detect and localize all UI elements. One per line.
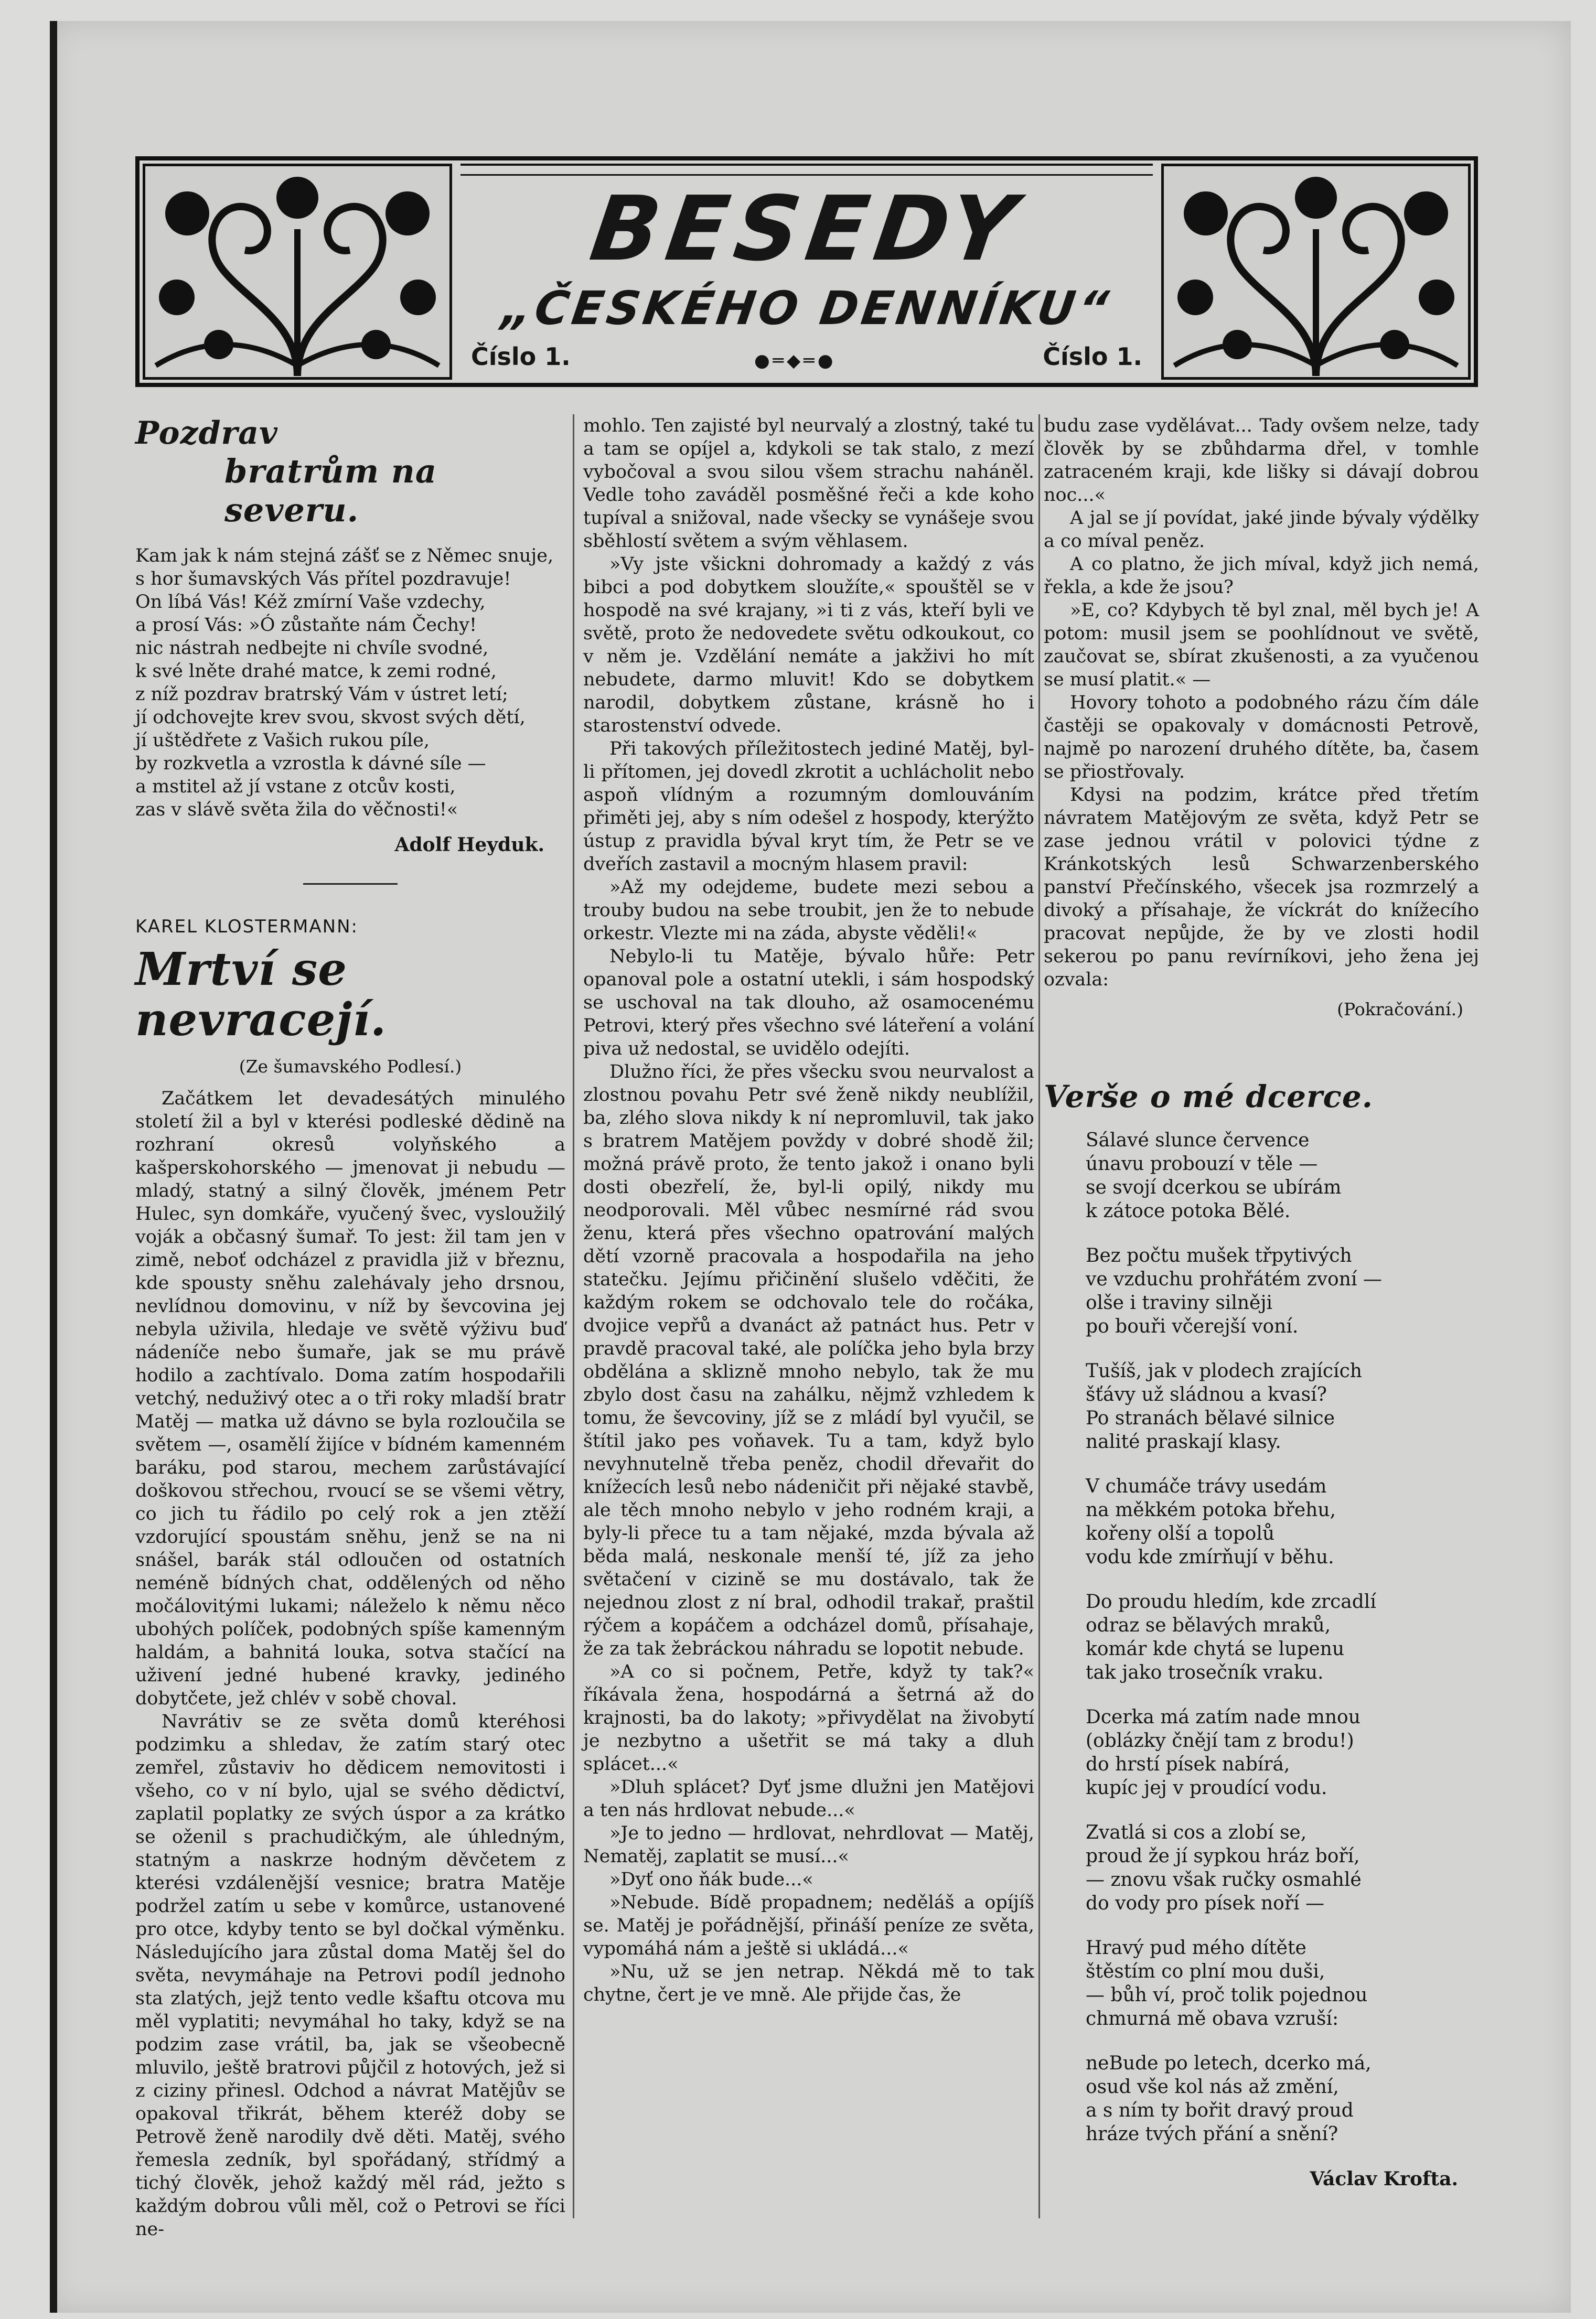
story-paragraph: »A co si počnem, Petře, když ty tak?« říkávala žena, hospodárná a šetrná až do krajnosti, ba do lakoty; »přivydělat na živobytí je nezbytno a ušetřit se má taky a dluh splácet...«	[583, 1661, 1034, 1775]
story-paragraph: »Dluh splácet? Dyť jsme dlužni jen Matějovi a ten nás hrdlovat nebude...«	[583, 1777, 1034, 1821]
verse-line: na měkkém potoka břehu,	[1086, 1499, 1336, 1521]
verse-stanza	[1086, 2052, 1479, 2146]
verse-line: k zátoce potoka Bělé.	[1086, 1200, 1291, 1222]
poem-line: a prosí Vás: »Ó zůstaňte nám Čechy!	[135, 615, 477, 636]
masthead-rule	[460, 164, 1153, 176]
verse-line: proud že jí sypkou hráz boří,	[1086, 1845, 1360, 1867]
verse-line: Do proudu hledím, kde zrcadlí	[1086, 1591, 1376, 1613]
story-paragraph: Dlužno říci, že přes všecku svou neurvalost a zlostnou povahu Petr své ženě nikdy neublížil, ba, zlého slova nikdy k ní nepromluvil, tak jako s bratrem Matějem povždy v dobré shodě žil; možná právě proto, že tento jakož i onano byli dosti obezřelí, že, byl-li opilý, nikdy mu neodporovali. Měl vůbec nesmírné rád svou ženu, která přes všechno opatrování malých dětí vzorně pracovala a hospodařila na jeho statečku. Jejímu přičinění slušelo vděčiti, že každým rokem se odchovalo tele do ročáka, dvojice vepřů a dvanáct až patnáct hus. Petr v pravdě pracoval také, ale políčka jeho byla brzy obdělána a sklizně mnoho nebylo, tak že mu zbylo dost času na zahálku, nějmž vzhledem k tomu, že ševcoviny, jíž se z mládí byl vyučil, se štítil jako pes voňavek. Tu a tam, když bylo nevyhnutelně třeba peněz, chodil dřevařit do knížecích lesů nebo nádeničit při nějaké stavbě, ale těch mnoho nebylo v jeho rodném kraji, a byly-li přece tu a tam nějaké, mzda bývala až běda malá, neskonale menší té, jíž za jeho světačení v cizině se mu dostávalo, tak že nejednou zlost z ní bral, odhodil trakař, praštil rýčem a kopáčem a odcházel domů, přísahaje, že za tak žebráckou náhradu se lopotit nebude.	[583, 1061, 1034, 1659]
story-paragraph: »Dyť ono ňák bude...«	[609, 1869, 813, 1890]
poem-line: s hor šumavských Vás přítel pozdravuje!	[135, 568, 511, 589]
column-3	[1044, 414, 1479, 2191]
verse-title: Verše o mé dcerce.	[1044, 1079, 1373, 1114]
column-2	[583, 414, 1034, 2006]
masthead-center	[460, 164, 1153, 380]
verse-stanza	[1086, 1129, 1479, 1223]
verse-line: Po stranách bělavé silnice	[1086, 1408, 1335, 1429]
story-paragraph: »Až my odejdeme, budete mezi sebou a trouby budou na sebe troubit, jen že to nebude orkestr. Vlezte mi na záda, abyste věděli!«	[583, 877, 1034, 944]
verse-line: Zvatlá si cos a zlobí se,	[1086, 1822, 1307, 1843]
section-divider	[303, 883, 398, 885]
verse-line: odraz se bělavých mraků,	[1086, 1615, 1331, 1636]
verse-line: do hrstí písek nabírá,	[1086, 1754, 1290, 1775]
greeting-heading-line2: bratrům na severu.	[224, 452, 437, 529]
verse-stanza	[1086, 1475, 1479, 1569]
poem-line: a mstitel až jí vstane z otcův kosti,	[135, 776, 456, 797]
verse-signature: Václav Krofta.	[1310, 2168, 1458, 2190]
poem-line: zas v slávě světa žila do věčnosti!«	[135, 799, 458, 820]
poem-line: z níž pozdrav bratrský Vám v ústret letí;	[135, 684, 508, 705]
poem-line: On líbá Vás! Kéž zmírní Vaše vzdechy,	[135, 592, 486, 613]
story-paragraph: »Nebude. Bídě propadnem; neděláš a opíjíš se. Matěj je pořádnější, přináší peníze ze světa, vypomáhá nám a ještě si ukládá...«	[583, 1892, 1034, 1959]
verse-line: nalité praskají klasy.	[1086, 1431, 1281, 1453]
story-paragraph: »Nu, už se jen netrap. Někdá mě to tak chytne, čert je ve mně. Ale přijde čas, že	[583, 1961, 1034, 2005]
continued-note: (Pokračování.)	[1337, 999, 1463, 1019]
column-1	[135, 414, 565, 2241]
story-paragraph: Navrátiv se ze světa domů kteréhosi podzimku a shledav, že zatím starý otec zemřel, zůstaviv ho dědicem nemovitosti i všeho, co v ní bylo, ujal se svého dědictví, zaplatil poplatky ze svých úspor a za krátko se oženil s prachudičkým, ale úhledným, statným a naskrze hodným děvčetem z kterési vzdálenější vesnice; bratra Matěje podržel zatím u sebe v komůrce, ustanovené pro otce, kdyby tento se byl dočkal výměnku. Následujícího jara zůstal doma Matěj šel do světa, nevymáhaje na Petrovi podíl jednoho sta zlatých, jejž tento vedle kšaftu otcova mu měl vyplatiti; nevymáhal ho taky, když se na podzim zase vrátil, ba, jak se všeobecně mluvilo, ještě bratrovi půjčil z hotových, jež si z ciziny přinesl. Odchod a návrat Matějův se opakoval třikrát, během kteréž doby se Petrově ženě narodily dvě děti. Matěj, svého řemesla zedník, byl spořádaný, střídmý a tichý člověk, jehož každý měl rád, ježto s každým dobrou vůli měl, což o Petrovi se říci ne-	[135, 1711, 565, 2240]
story-subtitle: (Ze šumavského Podlesí.)	[239, 1056, 462, 1077]
greeting-poem	[135, 544, 565, 821]
verse-stanza	[1086, 1705, 1479, 1800]
verse-line: Hravý pud mého dítěte	[1086, 1937, 1306, 1959]
verse-stanza	[1086, 1359, 1479, 1454]
verse-line: neBude po letech, dcerko má,	[1086, 2053, 1372, 2074]
verse-line: — znovu však ručky osmahlé	[1086, 1869, 1362, 1891]
issue-number-left: Číslo 1.	[471, 342, 571, 371]
verse-line: osud vše kol nás až změní,	[1086, 2076, 1339, 2098]
story-paragraph: »Je to jedno — hrdlovat, nehrdlovat — Matěj, Nematěj, zaplatit se musí...«	[583, 1823, 1034, 1867]
verse-line: Bez počtu mušek třpytivých	[1086, 1245, 1352, 1266]
verse-stanza	[1086, 1936, 1479, 2031]
poem-line: nic nástrah nedbejte ni chvíle svodné,	[135, 638, 489, 659]
poem-line: Kam jak k nám stejná zášť se z Němec snuje,	[135, 545, 554, 566]
verse-line: Sálavé slunce července	[1086, 1130, 1310, 1151]
column-rule	[1038, 414, 1040, 2218]
verse-line: kupíc jej v proudící vodu.	[1086, 1777, 1327, 1799]
page-spine-edge	[50, 21, 57, 2313]
poem-line: jí uštědřete z Vašich rukou píle,	[135, 730, 430, 751]
poem-line: jí odchovejte krev svou, skvost svých dětí,	[135, 707, 526, 728]
verse-stanza	[1086, 1590, 1479, 1684]
masthead-ornament-icon: ●═◆═●	[754, 350, 837, 371]
column-rule	[573, 414, 574, 2218]
story-paragraph: Nebylo-li tu Matěje, bývalo hůře: Petr opanoval pole a ostatní utekli, i sám hospodský se uschoval na tak dlouho, až osamocenému Petrovi, který přes všechno své láteření a volání piva už nedostal, se uvidělo odejíti.	[583, 946, 1034, 1059]
masthead	[135, 156, 1478, 387]
verse-line: komár kde chytá se lupenu	[1086, 1638, 1345, 1660]
verse-line: (oblázky čnějí tam z brodu!)	[1086, 1730, 1354, 1752]
verse-line: po bouři včerejší voní.	[1086, 1316, 1299, 1337]
story-paragraph: »Vy jste všickni dohromady a každý z vás bibci a pod dobytkem sloužíte,« spouštěl se v hospodě na své krajany, »i ti z vás, kteří byli ve světě, proto že nedovedete světu odkoukout, co v něm je. Vzdělání nemáte a jakživi ho mít nebudete, darmo mluvit! Kdo se dobytkem narodil, dobytkem zůstane, krásně ho i starostenství odvede.	[583, 554, 1034, 736]
floral-ornament-icon	[143, 164, 452, 380]
story-author: KAREL KLOSTERMANN:	[135, 916, 358, 937]
verse-line: chmurná mě obava vzruší:	[1086, 2008, 1339, 2030]
verse-line: kořeny olší a topolů	[1086, 1523, 1275, 1544]
verse-stanza	[1086, 1821, 1479, 1915]
verse-line: vodu kde zmírňují v běhu.	[1086, 1547, 1334, 1568]
story-paragraph: Kdysi na podzim, krátce před třetím návratem Matějovým ze světa, když Petr se zase jednou vrátil v polovici týdne z Kránkotských lesů Schwarzenberského panství Přečínského, všecek jsa rozmrzelý a divoký a přísahaje, že víckrát do knížecího pracovat nepůjde, že by ve zlosti hodil sekerou po panu revírníkovi, jeho žena jej ozvala:	[1044, 785, 1479, 990]
verse-line: tak jako trosečník vraku.	[1086, 1662, 1324, 1683]
verse-line: — bůh ví, proč tolik pojednou	[1086, 1984, 1368, 2006]
issue-number-right: Číslo 1.	[1043, 342, 1142, 371]
verse-line: se svojí dcerkou se ubírám	[1086, 1177, 1342, 1198]
story-paragraph: A co platno, že jich míval, když jich nemá, řekla, a kde že jsou?	[1044, 554, 1479, 598]
verse-line: do vody pro písek noří —	[1086, 1893, 1324, 1914]
verse-line: ve vzduchu prohřátém zvoní —	[1086, 1269, 1382, 1290]
verse-line: štěstím co plní mou duši,	[1086, 1961, 1325, 1982]
story-paragraph: Začátkem let devadesátých minulého století žil a byl v kterési podleské dědině na rozhraní okresů volyňského a kašperskohorského — jmenovat ji nebudu — mladý, statný a silný člověk, jménem Petr Hulec, syn domkáře, vyučený švec, vysloužilý voják a občasný šumař. To jest: žil tam jen v zimě, neboť odcházel z pravidla již v březnu, kde spousty sněhu zalehávaly jeho drsnou, nevlídnou domovinu, v níž by ševcovina jej nebyla uživila, hledaje ve světě výživu buď nádeníče nebo šumaře, jak se mu právě hodilo a zachtívalo. Doma zatím hospodařili vetchý, neduživý otec a o tři roky mladší bratr Matěj — matka už dávno se byla rozloučila se světem —, osamělí žijíce v bídném kamenném baráku, pod starou, mechem zarůstávající doškovou střechou, rvoucí se se všemi větry, co jich tu řádilo po celý rok a jen ztěží vzdorující spoustám sněhu, jenž se na ni snášel, barák stál odloučen od ostatních neméně bídných chat, oddělených od něho močálovitými lukami; náleželo k němu něco ubohých políček, podobných spíše kamenným haldám, a bahnitá louka, sotva stačící na uživení jedné hubené kravky, jediného dobytčete, jež chlév v sobě choval.	[135, 1088, 565, 1709]
floral-ornament-icon	[1161, 164, 1471, 380]
story-paragraph: Hovory tohoto a podobného rázu čím dále častěji se opakovaly v domácnosti Petrově, najmě po narození druhého dítěte, ba, časem se přiostřovaly.	[1044, 692, 1479, 782]
story-paragraph: »E, co? Kdybych tě byl znal, měl bych je! A potom: musil jsem se poohlídnout ve světě, zaučovat se, sbírat zkušenosti, a za vyučenou se musí platit.« —	[1044, 600, 1479, 690]
poem-line: by rozkvetla a vzrostla k dávné síle —	[135, 753, 486, 774]
verse-line: V chumáče trávy usedám	[1086, 1476, 1327, 1497]
story-paragraph: A jal se jí povídat, jaké jinde bývaly výdělky a co míval peněz.	[1044, 508, 1479, 552]
verse-stanza	[1086, 1244, 1479, 1338]
poem-line: k své lněte drahé matce, k zemi rodné,	[135, 661, 497, 682]
verse-line: Dcerka má zatím nade mnou	[1086, 1706, 1361, 1728]
verse-line: olše i traviny silněji	[1086, 1292, 1272, 1314]
greeting-heading: Pozdrav	[135, 415, 278, 452]
masthead-title: BESEDY	[584, 177, 1029, 281]
verse-line: únavu probouzí v těle —	[1086, 1153, 1318, 1175]
verse-line: Tušíš, jak v plodech zrajících	[1086, 1360, 1362, 1382]
greeting-signature: Adolf Heyduk.	[394, 834, 544, 856]
story-paragraph: mohlo. Ten zajisté byl neurvalý a zlostný, také tu a tam se opíjel a, kdykoli se tak stalo, z mezí vybočoval a svou silou všem strachu naháněl. Vedle toho zaváděl posměšné řeči a kde koho tupíval a snižoval, nade všecky se vynášeje svou sběhlostí světem a svým věhlasem.	[583, 415, 1034, 552]
verse-line: šťávy už sládnou a kvasí?	[1086, 1384, 1327, 1405]
verse-line: hráze tvých přání a snění?	[1086, 2123, 1338, 2145]
story-paragraph: Při takových příležitostech jediné Matěj, byl-li přítomen, jej dovedl zkrotit a uchlácholit nebo aspoň vlídným a rozumným domlouváním přiměti jej, aby s ním odešel z hospody, kterýžto ústup z pravidla býval kryt tím, že Petr se ve dveřích zastavil a mocným hlasem pravil:	[583, 738, 1034, 875]
verse-line: a s ním ty bořit dravý proud	[1086, 2100, 1354, 2121]
story-title: Mrtví se nevracejí.	[135, 943, 387, 1046]
story-paragraph: budu zase vydělávat... Tady ovšem nelze, tady člověk by se zbůhdarma dřel, v tomhle zatraceném kraji, kde lišky si dávají dobrou noc...«	[1044, 415, 1479, 506]
masthead-subtitle: „ČESKÉHO DENNÍKU“	[498, 281, 1115, 335]
